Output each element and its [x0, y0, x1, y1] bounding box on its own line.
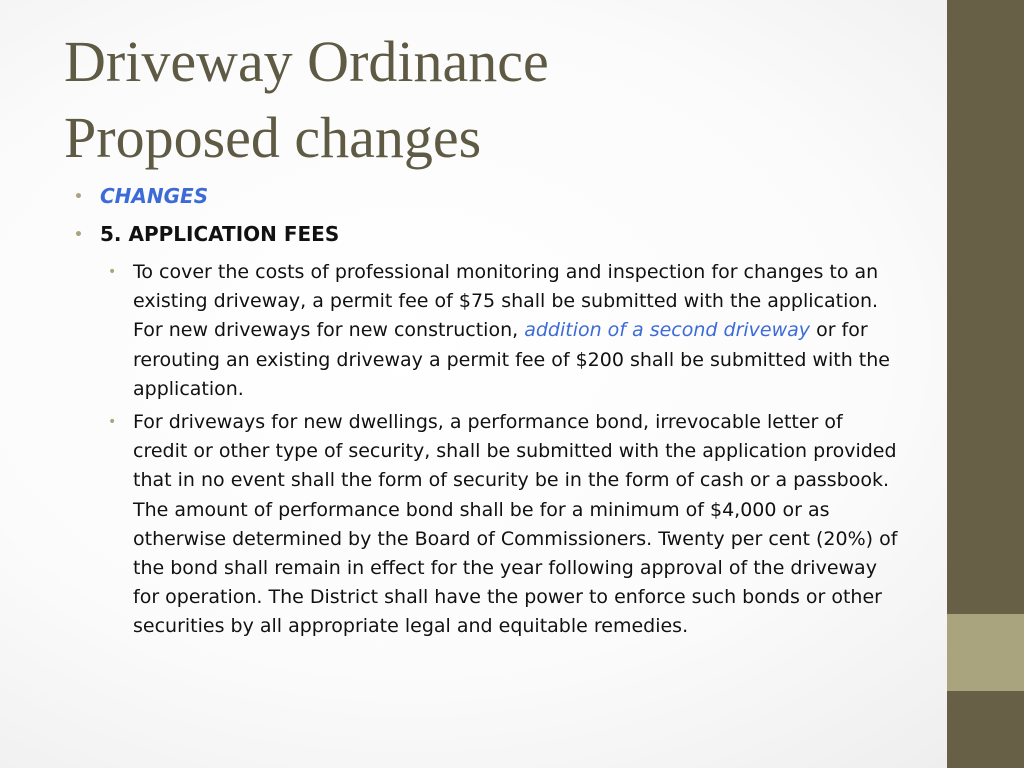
sub2-text: For driveways for new dwellings, a performance bond, irrevocable letter of credit or other type of security, shall be submitted with the application provided that in no event shall the form of security be in the form of cash or a passbook. The amount of performance bond shall be for a minimum of $4,000 or as otherwise determined by the Board of Commissioners. Twenty per cent (20%) of the bond shall remain in effect for the year following approval of the driveway for operation. The District shall have the power to enforce such bonds or other securities by all appropriate legal and equitable remedies. [133, 411, 898, 638]
bullet-dot-icon: • [108, 264, 117, 280]
bullet-dot-icon: • [74, 227, 83, 243]
sub1-text-after: or for rerouting an existing driveway a permit fee of $200 shall be submitted with the application. [133, 319, 890, 400]
slide-body [72, 182, 902, 646]
bullet-dot-icon: • [74, 189, 83, 205]
bullet-changes [72, 182, 902, 210]
title-line-1: Driveway Ordinance [64, 29, 549, 94]
sub-bullet-performance-bond [106, 408, 902, 642]
bullet-application-fees [72, 220, 902, 248]
slide-title [64, 24, 924, 176]
sub1-highlight: addition of a second driveway [524, 319, 811, 342]
bullet-changes-text: CHANGES [100, 184, 209, 208]
sub1-text-before: To cover the costs of professional monitoring and inspection for changes to an existing driveway, a permit fee of $75 shall be submitted with the application. For new driveways for new construction, [133, 261, 879, 342]
bullet-fees-text: 5. APPLICATION FEES [100, 222, 340, 246]
bullet-dot-icon: • [108, 414, 117, 431]
title-line-2: Proposed changes [64, 105, 482, 170]
sidebar-accent-block [947, 614, 1024, 691]
sub-bullet-permit-fees [106, 258, 902, 404]
